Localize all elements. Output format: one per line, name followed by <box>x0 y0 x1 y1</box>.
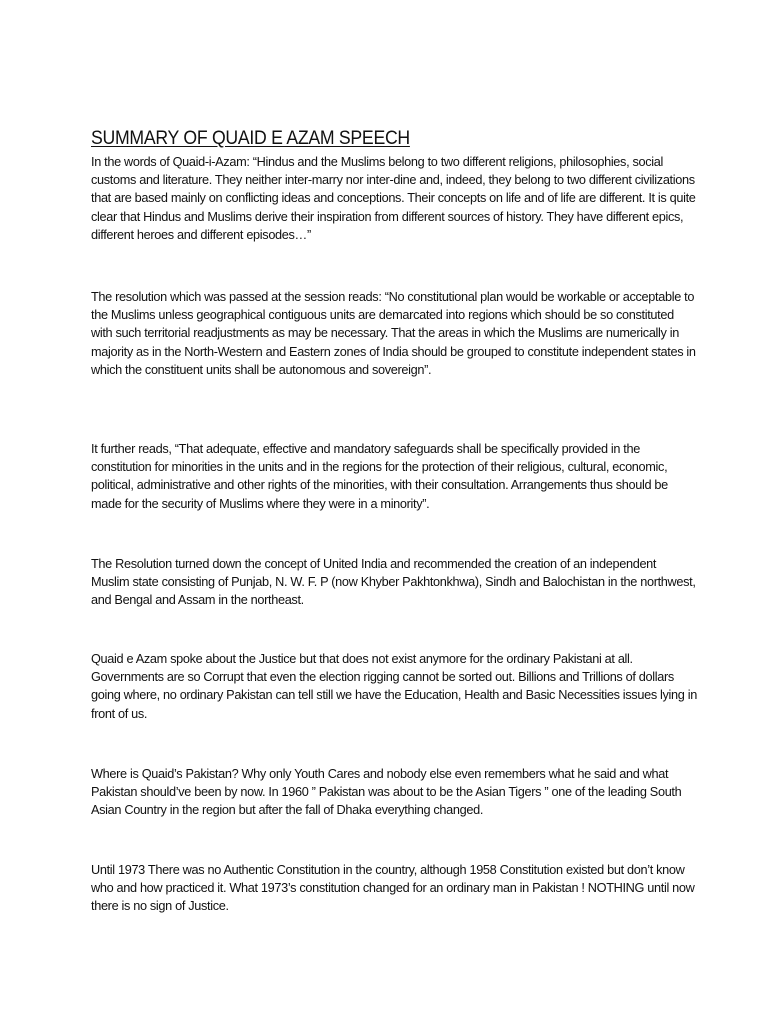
paragraph-resolution: The resolution which was passed at the session reads: “No constitutional plan would be workable or acceptable to the Muslims unless geographical contiguous units are demarcated into regions which should be so constituted with such territorial readjustments as may be necessary. That the areas in which the Muslims are numerically in majority as in the North-Western and Eastern zones of India should be grouped to constitute independent states in which the constituent units shall be autonomous and sovereign”. <box>91 289 696 377</box>
paragraph-quaid-quote: In the words of Quaid-i-Azam: “Hindus and the Muslims belong to two different religions, philosophies, social customs and literature. They neither inter-marry nor inter-dine and, indeed, they belong to two different civilizations that are based mainly on conflicting ideas and conceptions. Their concepts on life and of life are different. It is quite clear that Hindus and Muslims derive their inspiration from different sources of history. They have different epics, different heroes and different episodes…” <box>91 154 696 242</box>
paragraph-constitution: Until 1973 There was no Authentic Constitution in the country, although 1958 Constitution existed but don’t know who and how practiced it. What 1973’s constitution changed for an ordinary man in Pakistan ! NOTHING until now there is no sign of Justice. <box>91 862 695 914</box>
paragraph-safeguards: It further reads, “That adequate, effective and mandatory safeguards shall be specifically provided in the constitution for minorities in the units and in the regions for the protection of their religious, cultural, economic, political, administrative and other rights of the minorities, with their consultation. Arrangements thus should be made for the security of Muslims where they were in a minority”. <box>91 441 668 511</box>
paragraph-independent-state: The Resolution turned down the concept of United India and recommended the creation of an independent Muslim state consisting of Punjab, N. W. F. P (now Khyber Pakhtonkhwa), Sindh and Balochistan in the northwest, and Bengal and Assam in the northeast. <box>91 556 696 608</box>
document-title: SUMMARY OF QUAID E AZAM SPEECH <box>91 128 410 149</box>
paragraph-justice: Quaid e Azam spoke about the Justice but that does not exist anymore for the ordinary Pakistani at all. Governments are so Corrupt that even the election rigging cannot be sorted out. Billions and Trillions of dollars going where, no ordinary Pakistan can tell still we have the Education, Health and Basic Necessities issues lying in front of us. <box>91 651 697 721</box>
paragraph-quaids-pakistan: Where is Quaid’s Pakistan? Why only Youth Cares and nobody else even remembers what he said and what Pakistan should’ve been by now. In 1960 ” Pakistan was about to be the Asian Tigers ” one of the leading South Asian Country in the region but after the fall of Dhaka everything changed. <box>91 766 682 818</box>
title-wrapper <box>91 127 434 155</box>
